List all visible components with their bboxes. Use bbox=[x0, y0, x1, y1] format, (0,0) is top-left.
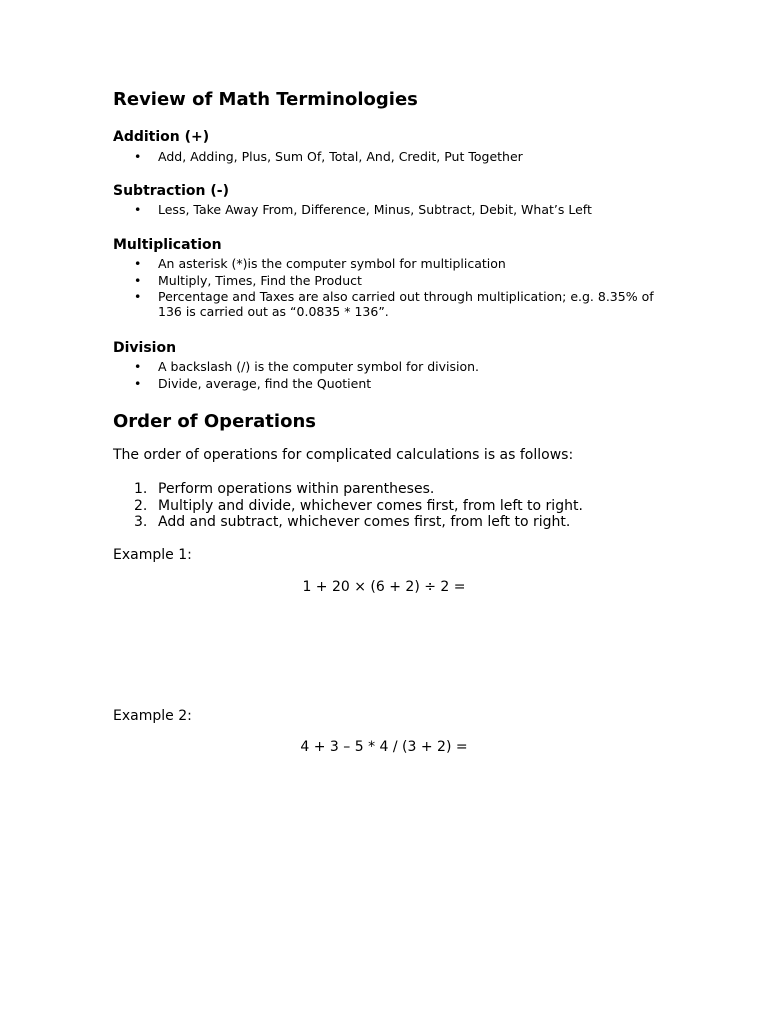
list-item: • Less, Take Away From, Difference, Minus, Subtract, Debit, What’s Left bbox=[134, 202, 592, 217]
bullet-icon: • bbox=[134, 376, 142, 391]
subtraction-heading: Subtraction (-) bbox=[113, 183, 229, 199]
multiplication-heading: Multiplication bbox=[113, 237, 222, 253]
division-heading: Division bbox=[113, 340, 177, 356]
bullet-icon: • bbox=[134, 202, 142, 217]
addition-list bbox=[113, 148, 673, 165]
step-number: 1. bbox=[134, 481, 148, 497]
bullet-icon: • bbox=[134, 256, 142, 271]
order-of-operations-title: Order of Operations bbox=[113, 411, 316, 432]
bullet-icon: • bbox=[134, 149, 142, 164]
list-item: • Percentage and Taxes are also carried out through multiplication; e.g. 8.35% of 136 is carried out as “0.0835 * 136”. bbox=[134, 289, 654, 319]
list-item: 2. Multiply and divide, whichever comes first, from left to right. bbox=[134, 497, 583, 514]
list-item: • An asterisk (*)is the computer symbol for multiplication bbox=[134, 256, 506, 271]
order-intro: The order of operations for complicated calculations is as follows: bbox=[113, 447, 574, 463]
bullet-icon: • bbox=[134, 289, 142, 304]
document-title: Review of Math Terminologies bbox=[113, 89, 418, 110]
list-item: 3. Add and subtract, whichever comes first, from left to right. bbox=[134, 514, 571, 530]
bullet-icon: • bbox=[134, 273, 142, 288]
bullet-icon: • bbox=[134, 359, 142, 374]
example-2-label: Example 2: bbox=[113, 708, 192, 724]
addition-heading: Addition (+) bbox=[113, 129, 210, 145]
list-item: 1. Perform operations within parentheses. bbox=[134, 481, 435, 497]
example-1-label: Example 1: bbox=[113, 547, 192, 563]
division-list bbox=[113, 358, 673, 392]
multiplication-list bbox=[113, 255, 673, 319]
step-number: 3. bbox=[134, 514, 148, 530]
list-item: • Add, Adding, Plus, Sum Of, Total, And, Credit, Put Together bbox=[134, 149, 523, 164]
example-2-equation: 4 + 3 – 5 * 4 / (3 + 2) = bbox=[300, 739, 468, 755]
list-item: • Multiply, Times, Find the Product bbox=[134, 273, 362, 288]
order-steps-list bbox=[113, 481, 583, 531]
step-number: 2. bbox=[134, 497, 148, 514]
subtraction-list bbox=[113, 201, 673, 218]
example-1-equation: 1 + 20 × (6 + 2) ÷ 2 = bbox=[302, 579, 466, 595]
list-item: • A backslash (/) is the computer symbol for division. bbox=[134, 359, 480, 374]
list-item: • Divide, average, find the Quotient bbox=[134, 376, 372, 391]
